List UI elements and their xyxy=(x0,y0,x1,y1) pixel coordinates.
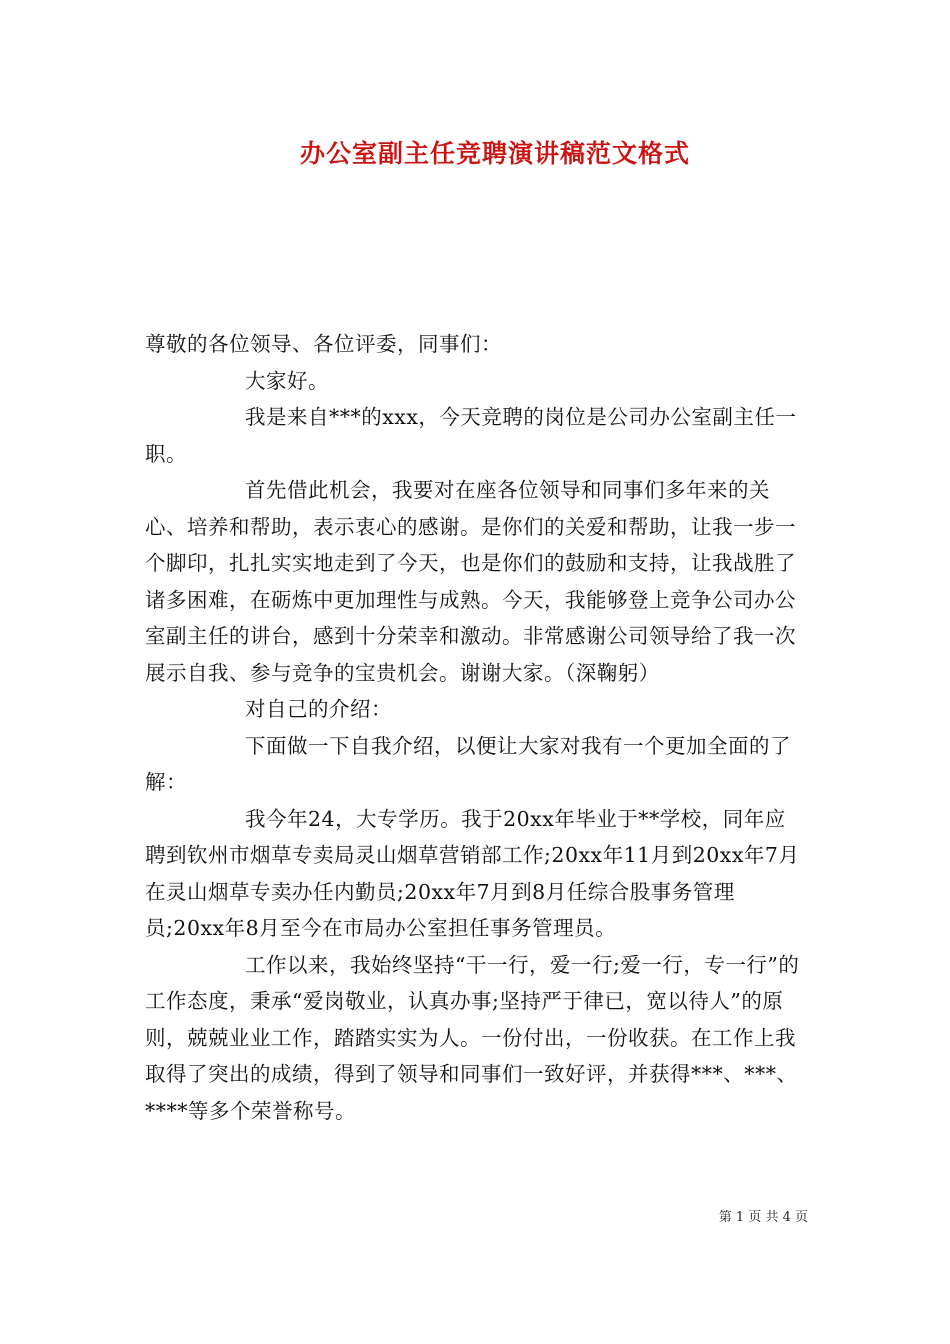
page-number: 第 1 页 共 4 页 xyxy=(718,1210,808,1225)
document-title: 办公室副主任竞聘演讲稿范文格式 xyxy=(299,139,690,168)
paragraph-background: 我今年24，大专学历。我于20xx年毕业于**学校，同年应聘到钦州市烟草专卖局灵山烟草营销部工作;20xx年11月到20xx年7月在灵山烟草专卖办任内勤员;20xx年7月到8月任综合股事务管理员;20xx年8月至今在市局办公室担任事务管理员。 xyxy=(145,806,800,940)
paragraph-thanks: 首先借此机会，我要对在座各位领导和同事们多年来的关心、培养和帮助，表示衷心的感谢。是你们的关爱和帮助，让我一步一个脚印，扎扎实实地走到了今天，也是你们的鼓励和支持，让我战胜了诸多困难，在砺炼中更加理性与成熟。今天，我能够登上竞争公司办公室副主任的讲台，感到十分荣幸和激动。非常感谢公司领导给了我一次展示自我、参与竞争的宝贵机会。谢谢大家。（深鞠躬） xyxy=(145,478,796,685)
greeting: 大家好。 xyxy=(245,368,329,393)
paragraph-self-intro: 下面做一下自我介绍，以便让大家对我有一个更加全面的了解： xyxy=(145,733,791,794)
paragraph-work-attitude: 工作以来，我始终坚持“干一行，爱一行;爱一行，专一行”的工作态度，秉承“爱岗敬业，认真办事;坚持严于律已，宽以待人”的原则，兢兢业业工作，踏踏实实为人。一份付出，一份收获。在工作上我取得了突出的成绩，得到了领导和同事们一致好评，并获得***、***、****等多个荣誉称号。 xyxy=(145,952,800,1123)
salutation: 尊敬的各位领导、各位评委，同事们： xyxy=(145,332,502,356)
paragraph-intro: 我是来自***的xxx，今天竞聘的岗位是公司办公室副主任一职。 xyxy=(145,405,797,466)
document-body xyxy=(145,326,805,1129)
section-heading-self-intro: 对自己的介绍： xyxy=(245,697,392,721)
